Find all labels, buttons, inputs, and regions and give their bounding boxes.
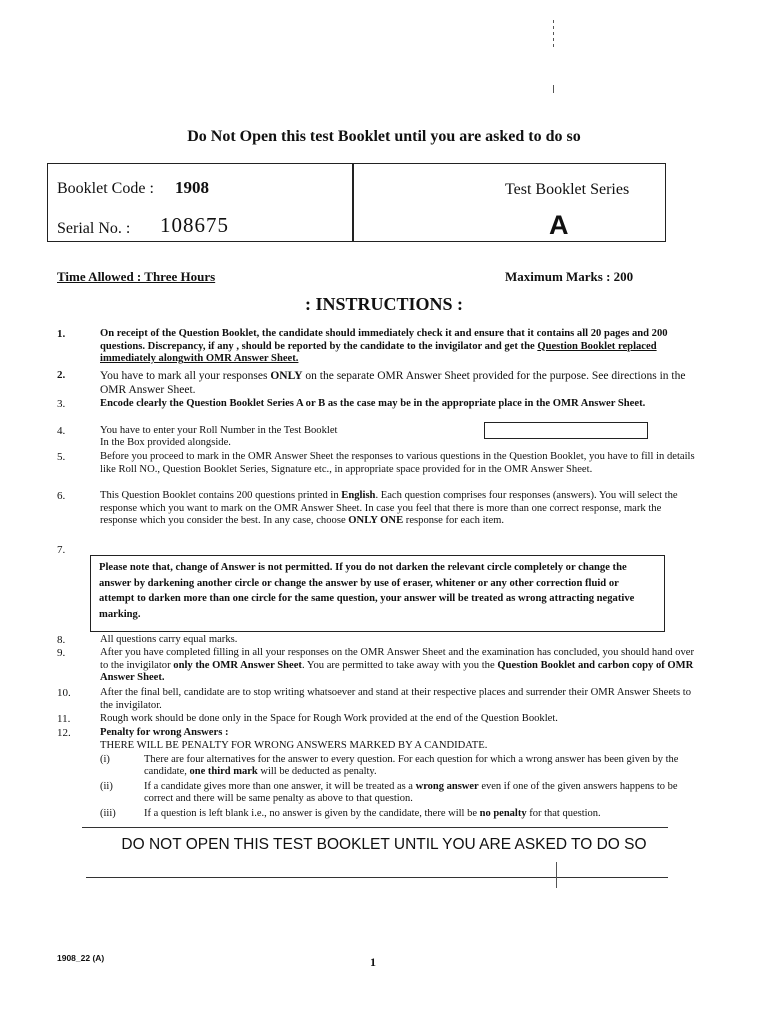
instruction-item <box>100 490 700 528</box>
instruction-text: If a question is left blank i.e., no answer is given by the candidate, there will be <box>144 808 480 819</box>
item-number: 9. <box>57 647 66 659</box>
instruction-text-bold: no penalty <box>479 808 527 819</box>
item-number: 3. <box>57 398 66 410</box>
time-allowed: Time Allowed : Three Hours <box>57 269 216 284</box>
booklet-info-divider <box>352 163 354 242</box>
instruction-text: Rough work should be done only in the Space for Rough Work provided at the end of the Question Booklet. <box>100 713 558 724</box>
instruction-text-bold: Question Booklet and carbon copy of OMR Answer Sheet. <box>100 659 694 684</box>
instruction-text: on the separate OMR Answer Sheet provided for the purpose. See directions in the OMR Answer Sheet. <box>100 370 686 396</box>
instruction-text-underlined: Question Booklet replaced immediately alongwith OMR Answer Sheet. <box>100 340 657 365</box>
instruction-text: You have to mark all your responses <box>100 370 271 382</box>
item-number: 6. <box>57 490 66 502</box>
instructions-heading: : INSTRUCTIONS : <box>304 294 464 314</box>
sub-item-number: (i) <box>100 754 110 765</box>
series-value: A <box>549 210 569 240</box>
booklet-code-value: 1908 <box>175 178 209 197</box>
instruction-text: Encode clearly the Question Booklet Series A or B as the case may be in the appropriate place in the OMR Answer Sheet. <box>100 398 646 409</box>
instruction-text: even if one of the given answers happens to be correct and there will be same penalty as above to that question. <box>144 781 678 805</box>
instruction-text: There are four alternatives for the answer to every question. For each question for which a wrong answer has been given by the candidate, <box>144 754 679 778</box>
instruction-text: for that question. <box>526 808 601 819</box>
sub-item <box>144 808 704 820</box>
item-number: 4. <box>57 425 66 437</box>
penalty-statement: THERE WILL BE PENALTY FOR WRONG ANSWERS MARKED BY A CANDIDATE. <box>100 740 488 751</box>
instruction-item <box>100 328 700 366</box>
instruction-text: After the final bell, candidate are to stop writing whatsoever and stand at their respective places and surrender their OMR Answer Sheets to the invigilator. <box>100 687 691 711</box>
instruction-text-bold: one third mark <box>189 766 258 778</box>
instruction-text: will be deducted as penalty. <box>257 766 377 778</box>
instruction-text: . You are permitted to take away with you the <box>301 659 498 671</box>
instruction-text: After you have completed filling in all your responses on the OMR Answer Sheet and the examination has concluded, you should hand over to the invigilator <box>100 647 694 671</box>
serial-label: Serial No. : <box>57 220 131 237</box>
page-number: 1 <box>370 955 376 969</box>
sub-item-number: (ii) <box>100 781 113 792</box>
sub-item <box>144 754 704 779</box>
booklet-code-label: Booklet Code : <box>57 180 154 197</box>
item-number: 1. <box>57 328 66 340</box>
instruction-text: Before you proceed to mark in the OMR Answer Sheet the responses to various questions in the Question Booklet, you have to fill in details like Roll NO., Question Booklet Series, Signature etc., in appropriate space provided for in the OMR Answer Sheet. <box>100 451 695 475</box>
scan-mark <box>553 85 554 93</box>
booklet-info-box <box>47 163 666 242</box>
scan-mark <box>556 862 557 888</box>
instruction-text: If a candidate gives more than one answer, it will be treated as a <box>144 781 416 792</box>
instruction-text: All questions carry equal marks. <box>100 634 238 645</box>
penalty-heading: Penalty for wrong Answers : <box>100 727 229 738</box>
answer-change-note-box <box>90 555 665 632</box>
footer-booklet-code: 1908_22 (A) <box>57 953 105 963</box>
roll-number-box[interactable] <box>484 422 648 439</box>
item-number: 2. <box>57 369 66 381</box>
sub-item-number: (iii) <box>100 808 116 819</box>
instruction-text: . Each question comprises four responses (answers). You will select the response which you want to mark on the OMR Answer Sheet. In case you feel that there is more than one correct response, mark the response which you consider the best. In any case, choose <box>100 490 678 527</box>
instruction-item <box>100 369 700 397</box>
item-number: 11. <box>57 713 71 725</box>
maximum-marks: Maximum Marks : 200 <box>505 269 634 284</box>
serial-value: 108675 <box>160 213 229 237</box>
instruction-text: This Question Booklet contains 200 questions printed in <box>100 490 342 501</box>
instruction-text-bold: ONLY ONE <box>348 515 404 527</box>
instruction-text: response for each item. <box>403 515 505 527</box>
divider-line <box>82 827 668 828</box>
instruction-text: On receipt of the Question Booklet, the candidate should immediately check it and ensure that it contains all 20 pages and 200 questions. Discrepancy, if any , should be reported by the candidate to the invigilator and get the <box>100 328 668 352</box>
item-number: 5. <box>57 451 66 463</box>
instruction-text-bold: English <box>341 490 376 501</box>
instruction-text: You have to enter your Roll Number in the Test Booklet <box>100 425 338 436</box>
series-label: Test Booklet Series <box>505 181 630 198</box>
item-number: 7. <box>57 544 66 556</box>
item-number: 8. <box>57 634 66 646</box>
item-number: 12. <box>57 727 71 739</box>
instruction-text: In the Box provided alongside. <box>100 437 231 448</box>
instruction-text-bold: Please note that, change of Answer is not permitted. If you do not darken the relevant circle completely or change the answer by darkening another circle or change the answer by use of eraser, whitener or any other correction fluid or attempt to darken more than one circle for the same question, your answer will be treated as wrong attracting negative marking. <box>99 562 635 620</box>
item-number: 10. <box>57 687 71 699</box>
bottom-warning-title: DO NOT OPEN THIS TEST BOOKLET UNTIL YOU ARE ASKED TO DO SO <box>121 836 647 853</box>
divider-line <box>86 877 668 878</box>
instruction-item <box>100 647 700 685</box>
instruction-text-bold: wrong answer <box>415 781 479 792</box>
scan-mark <box>553 20 554 50</box>
top-warning-title: Do Not Open this test Booklet until you are asked to do so <box>187 128 581 145</box>
instruction-text-bold: ONLY <box>270 370 303 382</box>
instruction-text-bold: only the OMR Answer Sheet <box>173 659 302 671</box>
sub-item <box>144 781 704 806</box>
